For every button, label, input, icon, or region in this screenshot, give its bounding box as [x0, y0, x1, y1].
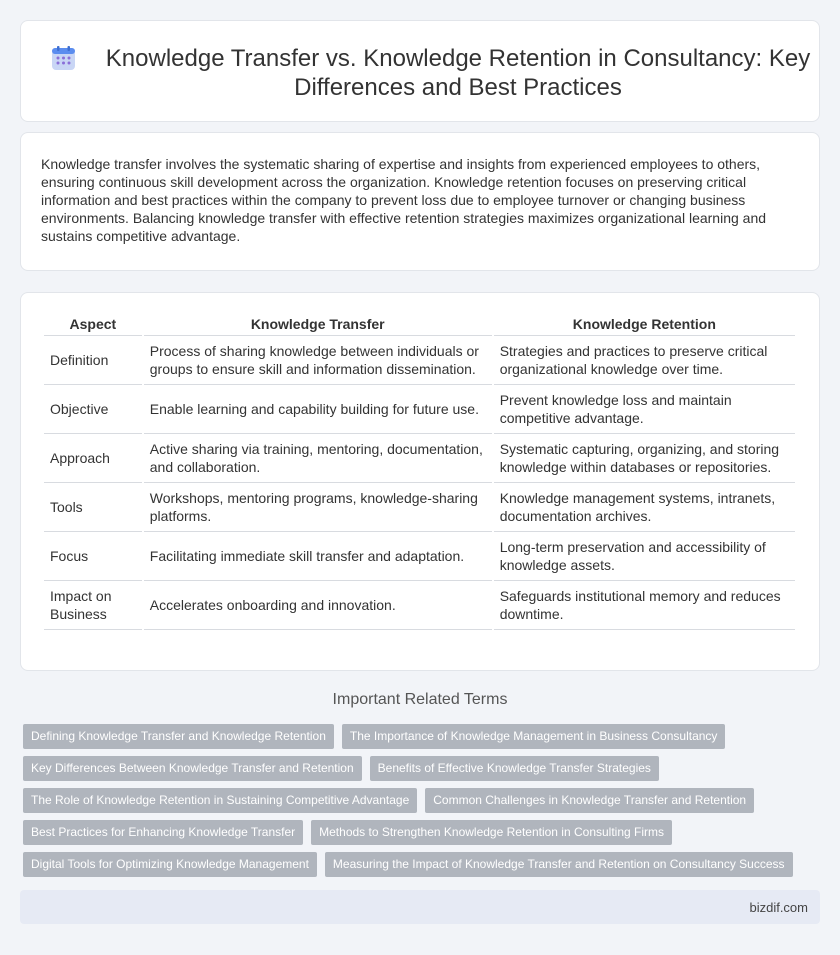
tag-row: [23, 788, 803, 813]
row-retention: Systematic capturing, organizing, and storing knowledge within databases or repositories.: [494, 434, 795, 483]
row-aspect: Tools: [44, 483, 142, 532]
table-row: [44, 336, 795, 385]
related-term-link[interactable]: The Role of Knowledge Retention in Sustaining Competitive Advantage: [23, 788, 417, 813]
row-transfer: Facilitating immediate skill transfer and adaptation.: [144, 532, 492, 581]
table-row: [44, 532, 795, 581]
related-term-link[interactable]: Defining Knowledge Transfer and Knowledge Retention: [23, 724, 334, 749]
row-retention: Prevent knowledge loss and maintain competitive advantage.: [494, 385, 795, 434]
tag-row: [23, 820, 803, 845]
table-header-row: [44, 313, 795, 336]
tag-row: [23, 852, 803, 877]
related-term-link[interactable]: Measuring the Impact of Knowledge Transfer and Retention on Consultancy Success: [325, 852, 793, 877]
row-transfer: Accelerates onboarding and innovation.: [144, 581, 492, 630]
related-term-link[interactable]: Best Practices for Enhancing Knowledge Transfer: [23, 820, 303, 845]
header-aspect: Aspect: [44, 313, 142, 336]
table-row: [44, 434, 795, 483]
row-retention: Safeguards institutional memory and reduces downtime.: [494, 581, 795, 630]
related-terms-title: Important Related Terms: [332, 691, 508, 708]
header-knowledge-transfer: Knowledge Transfer: [144, 313, 492, 336]
page-title: Knowledge Transfer vs. Knowledge Retention in Consultancy: Key Differences and Best Practices: [105, 45, 811, 101]
table-row: [44, 483, 795, 532]
row-retention: Strategies and practices to preserve critical organizational knowledge over time.: [494, 336, 795, 385]
row-aspect: Impact on Business: [44, 581, 142, 630]
row-transfer: Workshops, mentoring programs, knowledge-sharing platforms.: [144, 483, 492, 532]
footer: [20, 890, 820, 924]
related-term-link[interactable]: Methods to Strengthen Knowledge Retention in Consulting Firms: [311, 820, 672, 845]
row-retention: Knowledge management systems, intranets, documentation archives.: [494, 483, 795, 532]
row-aspect: Focus: [44, 532, 142, 581]
footer-site-link[interactable]: bizdif.com: [749, 900, 808, 915]
table-row: [44, 581, 795, 630]
row-transfer: Process of sharing knowledge between individuals or groups to ensure skill and information dissemination.: [144, 336, 492, 385]
related-term-link[interactable]: Digital Tools for Optimizing Knowledge Management: [23, 852, 317, 877]
table-row: [44, 385, 795, 434]
related-terms-list: [23, 724, 803, 884]
header-knowledge-retention: Knowledge Retention: [494, 313, 795, 336]
row-aspect: Approach: [44, 434, 142, 483]
calendar-icon: [51, 46, 76, 71]
row-aspect: Objective: [44, 385, 142, 434]
tag-row: [23, 724, 803, 749]
tag-row: [23, 756, 803, 781]
row-retention: Long-term preservation and accessibility of knowledge assets.: [494, 532, 795, 581]
comparison-table: [42, 313, 797, 630]
row-transfer: Active sharing via training, mentoring, documentation, and collaboration.: [144, 434, 492, 483]
row-aspect: Definition: [44, 336, 142, 385]
row-transfer: Enable learning and capability building for future use.: [144, 385, 492, 434]
related-term-link[interactable]: Key Differences Between Knowledge Transfer and Retention: [23, 756, 362, 781]
related-term-link[interactable]: Benefits of Effective Knowledge Transfer Strategies: [370, 756, 659, 781]
related-term-link[interactable]: The Importance of Knowledge Management in Business Consultancy: [342, 724, 726, 749]
intro-paragraph: Knowledge transfer involves the systematic sharing of expertise and insights from experienced employees to others, ensuring continuous skill development across the organization. Knowledge retention focuses on preserving critical information and best practices within the company to prevent loss due to employee turnover or changing business environments. Balancing knowledge transfer with effective retention strategies maximizes organizational learning and sustains competitive advantage.: [41, 156, 767, 244]
related-term-link[interactable]: Common Challenges in Knowledge Transfer and Retention: [425, 788, 754, 813]
